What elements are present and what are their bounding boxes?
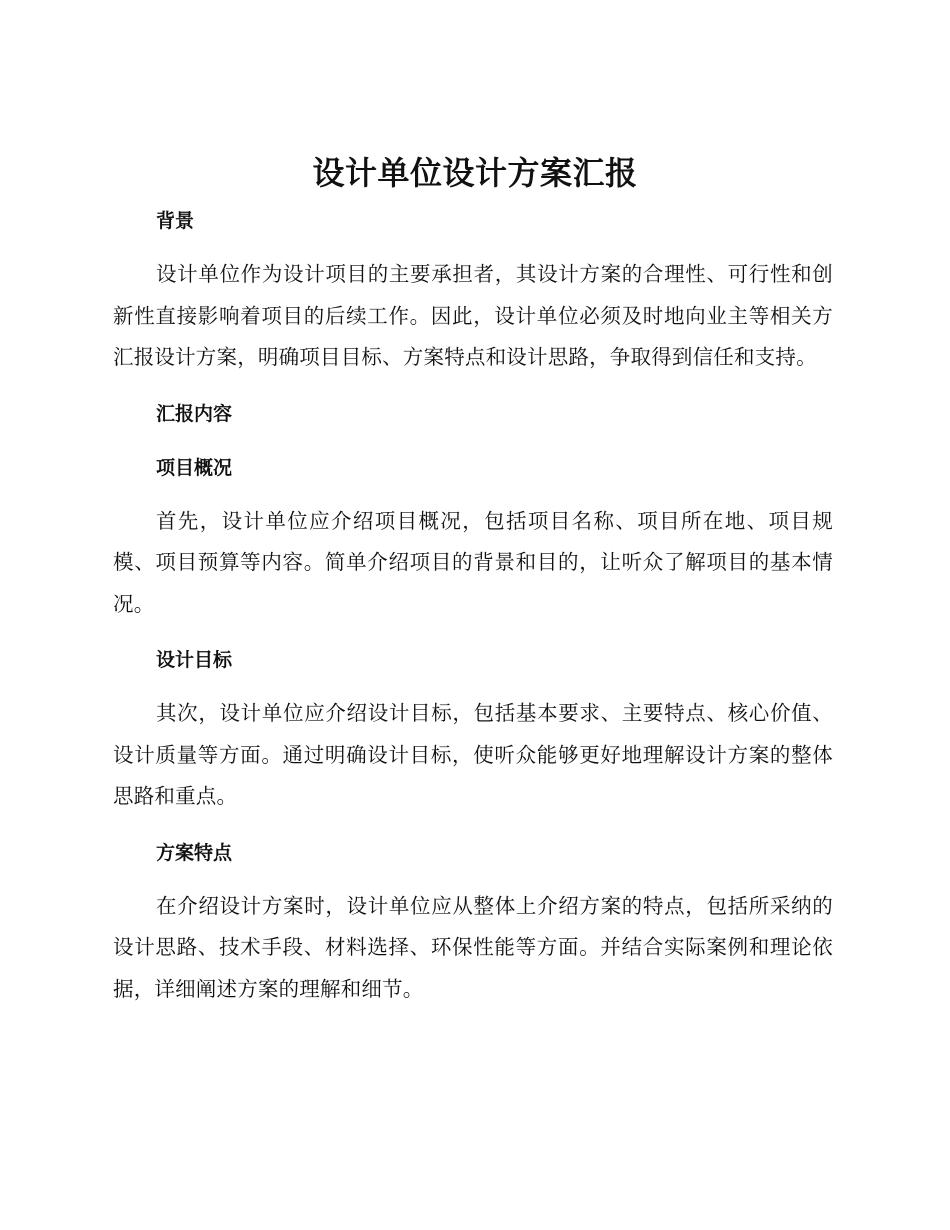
document-body bbox=[113, 202, 833, 1010]
section-heading-design-goals: 设计目标 bbox=[156, 649, 233, 671]
section-heading-scheme-features: 方案特点 bbox=[156, 841, 233, 864]
section-heading-background: 背景 bbox=[156, 210, 195, 232]
section-paragraph-design-goals: 其次，设计单位应介绍设计目标，包括基本要求、主要特点、核心价值、设计质量等方面。通过明确设计目标，使听众能够更好地理解设计方案的整体思路和重点。 bbox=[113, 701, 833, 808]
section-heading-report-content: 汇报内容 bbox=[156, 402, 233, 425]
section-paragraph-scheme-features: 在介绍设计方案时，设计单位应从整体上介绍方案的特点，包括所采纳的设计思路、技术手段、材料选择、环保性能等方面。并结合实际案例和理论依据，详细阐述方案的理解和细节。 bbox=[113, 893, 833, 1001]
section-paragraph-project-overview: 首先，设计单位应介绍项目概况，包括项目名称、项目所在地、项目规模、项目预算等内容。简单介绍项目的背景和目的，让听众了解项目的基本情况。 bbox=[113, 508, 833, 616]
section-paragraph-background: 设计单位作为设计项目的主要承担者，其设计方案的合理性、可行性和创新性直接影响着项目的后续工作。因此，设计单位必须及时地向业主等相关方汇报设计方案，明确项目目标、方案特点和设计思路，争取得到信任和支持。 bbox=[113, 262, 833, 369]
section-heading-project-overview: 项目概况 bbox=[156, 456, 233, 479]
document-title: 设计单位设计方案汇报 bbox=[312, 154, 638, 192]
